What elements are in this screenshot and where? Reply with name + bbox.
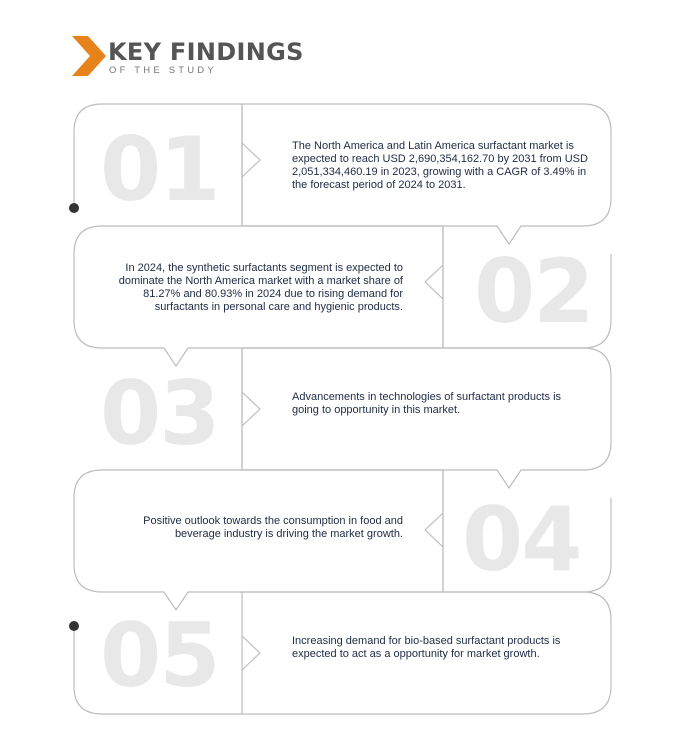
timeline-dot-end [69,621,79,631]
finding-text-02: In 2024, the synthetic surfactants segment is expected to dominate the North America market with a market share of 81.27% and 80.93% in 2024 due to rising demand for surfactants in personal care and hygienic products. [118,262,403,313]
page-subtitle: OF THE STUDY [109,65,217,76]
finding-number-01: 01 [100,118,219,221]
finding-number-04: 04 [462,488,581,591]
page-title: KEY FINDINGS [108,38,304,66]
finding-number-05: 05 [100,604,219,707]
timeline-dot-start [69,203,79,213]
finding-text-03: Advancements in technologies of surfactant products is going to opportunity in this market. [292,391,562,416]
finding-text-01: The North America and Latin America surfactant market is expected to reach USD 2,690,354,162.70 by 2031 from USD 2,051,334,460.19 in 2023, growing with a CAGR of 3.49% in the forecast period of 2024 to 2031. [292,140,588,191]
finding-number-02: 02 [474,240,593,343]
finding-text-05: Increasing demand for bio-based surfactant products is expected to act as a opportunity for market growth. [292,635,561,660]
finding-number-03: 03 [100,362,219,465]
finding-text-04: Positive outlook towards the consumption in food and beverage industry is driving the market growth. [143,515,403,540]
finding-box-03 [242,348,611,488]
